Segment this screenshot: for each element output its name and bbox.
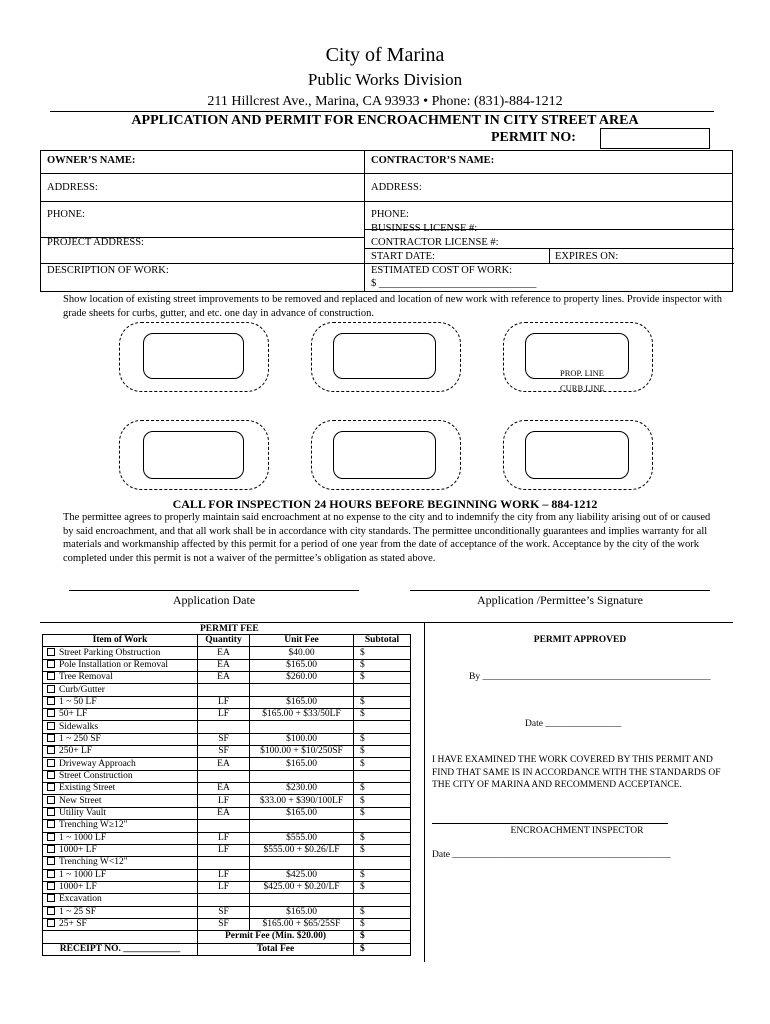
fee-subtotal-field[interactable]: $ xyxy=(354,783,411,795)
fee-item-label: 1 ~ 250 SF xyxy=(59,733,101,744)
fee-subtotal-field[interactable]: $ xyxy=(354,758,411,770)
fee-unit-fee: $260.00 xyxy=(250,672,354,684)
row-divider xyxy=(41,173,732,174)
fee-subtotal-field[interactable]: $ xyxy=(354,795,411,807)
fee-item-cell xyxy=(43,906,198,918)
fee-quantity-unit xyxy=(198,770,250,782)
total-fee-label: Total Fee xyxy=(198,943,354,955)
fee-subtotal-field[interactable]: $ xyxy=(354,881,411,893)
fee-subtotal-field[interactable]: $ xyxy=(354,709,411,721)
receipt-no-field[interactable]: RECEIPT NO. ____________ xyxy=(43,943,198,955)
fee-item-cell xyxy=(43,659,198,671)
fee-table-header xyxy=(43,635,411,647)
fee-item-cell xyxy=(43,696,198,708)
contractor-name-field[interactable]: CONTRACTOR’S NAME: xyxy=(371,155,495,166)
fee-item-cell xyxy=(43,807,198,819)
fee-subtotal-field[interactable] xyxy=(354,894,411,906)
fee-item-cell xyxy=(43,918,198,930)
fee-item-label: Utility Vault xyxy=(59,807,107,818)
fee-quantity-unit: LF xyxy=(198,795,250,807)
fee-item-label: 1 ~ 1000 LF xyxy=(59,832,107,843)
fee-unit-fee: $425.00 xyxy=(250,869,354,881)
fee-subtotal-field[interactable]: $ xyxy=(354,906,411,918)
fee-item-cell xyxy=(43,894,198,906)
encroachment-inspector-label: ENCROACHMENT INSPECTOR xyxy=(510,826,644,836)
fee-subtotal-field[interactable] xyxy=(354,820,411,832)
fee-subtotal-field[interactable]: $ xyxy=(354,746,411,758)
owner-phone-field[interactable]: PHONE: xyxy=(47,209,85,220)
contractor-address-field[interactable]: ADDRESS: xyxy=(371,182,422,193)
curb-outline xyxy=(333,431,436,479)
fee-item-checkbox[interactable] xyxy=(47,648,55,656)
header-divider xyxy=(50,111,714,112)
fee-subtotal-field[interactable] xyxy=(354,684,411,696)
min-fee-label: Permit Fee (Min. $20.00) xyxy=(198,931,354,943)
fee-item-label: Excavation xyxy=(59,894,102,905)
fee-unit-fee: $425.00 + $0.20/LF xyxy=(250,881,354,893)
fee-table-row xyxy=(43,647,411,659)
fee-subtotal-field[interactable]: $ xyxy=(354,733,411,745)
fee-table-row xyxy=(43,672,411,684)
fee-unit-fee: $165.00 xyxy=(250,807,354,819)
row-divider xyxy=(364,263,734,264)
fee-subtotal-field[interactable]: $ xyxy=(354,672,411,684)
fee-table-row xyxy=(43,783,411,795)
fee-table-row xyxy=(43,906,411,918)
fee-item-cell xyxy=(43,869,198,881)
fee-table-row xyxy=(43,696,411,708)
empty-cell xyxy=(43,931,198,943)
fee-item-cell xyxy=(43,672,198,684)
curb-outline xyxy=(143,333,244,379)
curb-outline xyxy=(333,333,436,379)
permit-no-label: PERMIT NO: xyxy=(491,130,576,145)
fee-item-label: Curb/Gutter xyxy=(59,684,105,695)
owner-contractor-section xyxy=(40,150,733,292)
inspector-signature-line[interactable] xyxy=(432,823,668,824)
fee-section-divider xyxy=(40,622,733,623)
fee-item-cell xyxy=(43,733,198,745)
min-fee-subtotal[interactable]: $ xyxy=(354,931,411,943)
fee-table-row xyxy=(43,721,411,733)
fee-unit-fee: $555.00 + $0.26/LF xyxy=(250,844,354,856)
fee-item-checkbox[interactable] xyxy=(47,808,55,816)
fee-item-label: 1000+ LF xyxy=(59,882,97,893)
contractor-license-field[interactable]: CONTRACTOR LICENSE #: xyxy=(371,237,499,248)
curb-line-label: CURB LINE xyxy=(560,383,605,393)
fee-item-checkbox[interactable] xyxy=(47,709,55,717)
fee-subtotal-field[interactable]: $ xyxy=(354,647,411,659)
fee-item-label: New Street xyxy=(59,795,102,806)
fee-quantity-unit: EA xyxy=(198,758,250,770)
fee-item-checkbox[interactable] xyxy=(47,685,55,693)
location-instructions: Show location of existing street improvements to be removed and replaced and location of new work with reference to property lines. Provide inspector with grade sheets for curbs, gutter, and etc. one day in advance of construction. xyxy=(63,294,722,319)
fee-item-label: Street Parking Obstruction xyxy=(59,647,161,658)
fee-item-checkbox[interactable] xyxy=(47,783,55,791)
permit-no-field[interactable] xyxy=(600,128,710,149)
fee-quantity-unit: EA xyxy=(198,647,250,659)
fee-item-cell xyxy=(43,795,198,807)
curb-outline xyxy=(525,431,629,479)
fee-quantity-unit: LF xyxy=(198,696,250,708)
fee-table-row xyxy=(43,659,411,671)
fee-item-cell xyxy=(43,857,198,869)
fee-quantity-unit xyxy=(198,684,250,696)
fee-table-row xyxy=(43,844,411,856)
expires-on-field[interactable]: EXPIRES ON: xyxy=(555,251,619,262)
fee-item-label: Sidewalks xyxy=(59,721,99,732)
fee-unit-fee xyxy=(250,721,354,733)
inspector-date-field[interactable]: Date ______________________________________________ xyxy=(432,850,671,860)
total-fee-row xyxy=(43,943,411,955)
fee-unit-fee: $165.00 xyxy=(250,906,354,918)
fee-item-label: Existing Street xyxy=(59,783,116,794)
estimated-cost-field[interactable]: ESTIMATED COST OF WORK: xyxy=(371,265,513,276)
division-title: Public Works Division xyxy=(307,70,463,89)
permit-fee-title: PERMIT FEE xyxy=(200,624,259,634)
fee-item-cell xyxy=(43,684,198,696)
fee-quantity-unit xyxy=(198,857,250,869)
signature-line[interactable] xyxy=(410,590,710,591)
fee-item-checkbox[interactable] xyxy=(47,845,55,853)
fee-table-row xyxy=(43,820,411,832)
fee-item-checkbox[interactable] xyxy=(47,894,55,902)
fee-unit-fee: $165.00 xyxy=(250,758,354,770)
fee-item-cell xyxy=(43,709,198,721)
fee-item-checkbox[interactable] xyxy=(47,919,55,927)
fee-item-checkbox[interactable] xyxy=(47,820,55,828)
column-divider xyxy=(549,248,550,263)
fee-item-label: Driveway Approach xyxy=(59,758,136,769)
fee-unit-fee: $165.00 xyxy=(250,696,354,708)
fee-item-label: Trenching W≥12" xyxy=(59,820,128,831)
start-date-field[interactable]: START DATE: xyxy=(371,251,435,262)
fee-table-row xyxy=(43,807,411,819)
fee-column-header: Unit Fee xyxy=(250,635,354,647)
fee-item-checkbox[interactable] xyxy=(47,746,55,754)
fee-unit-fee: $100.00 + $10/250SF xyxy=(250,746,354,758)
fee-item-checkbox[interactable] xyxy=(47,759,55,767)
fee-quantity-unit: EA xyxy=(198,659,250,671)
min-fee-row xyxy=(43,931,411,943)
fee-item-cell xyxy=(43,758,198,770)
fee-quantity-unit xyxy=(198,820,250,832)
fee-unit-fee xyxy=(250,684,354,696)
fee-item-label: 1 ~ 1000 LF xyxy=(59,869,107,880)
fee-quantity-unit: EA xyxy=(198,672,250,684)
fee-quantity-unit: LF xyxy=(198,832,250,844)
total-fee-subtotal[interactable]: $ xyxy=(354,943,411,955)
permit-approved-heading: PERMIT APPROVED xyxy=(533,635,627,645)
project-address-field[interactable]: PROJECT ADDRESS: xyxy=(47,237,144,248)
fee-item-checkbox[interactable] xyxy=(47,734,55,742)
fee-quantity-unit: SF xyxy=(198,733,250,745)
fee-item-label: Trenching W<12" xyxy=(59,857,128,868)
fee-unit-fee: $40.00 xyxy=(250,647,354,659)
form-title: APPLICATION AND PERMIT FOR ENCROACHMENT IN CITY STREET AREA xyxy=(131,113,639,128)
fee-item-checkbox[interactable] xyxy=(47,796,55,804)
fee-unit-fee: $33.00 + $390/100LF xyxy=(250,795,354,807)
fee-unit-fee xyxy=(250,820,354,832)
fee-table-row xyxy=(43,795,411,807)
fee-item-checkbox[interactable] xyxy=(47,660,55,668)
fee-column-header: Subtotal xyxy=(354,635,411,647)
fee-quantity-unit: SF xyxy=(198,918,250,930)
curb-outline xyxy=(143,431,244,479)
fee-item-cell xyxy=(43,844,198,856)
fee-unit-fee xyxy=(250,770,354,782)
application-date-label: Application Date xyxy=(172,593,256,607)
fee-table-row xyxy=(43,881,411,893)
fee-approval-divider xyxy=(424,622,425,962)
row-divider xyxy=(41,201,732,202)
fee-item-cell xyxy=(43,881,198,893)
fee-item-checkbox[interactable] xyxy=(47,771,55,779)
fee-table-row xyxy=(43,857,411,869)
fee-item-cell xyxy=(43,783,198,795)
fee-subtotal-field[interactable]: $ xyxy=(354,696,411,708)
inspection-statement: I HAVE EXAMINED THE WORK COVERED BY THIS PERMIT AND FIND THAT SAME IS IN ACCORDANCE WITH THE STANDARDS OF THE CITY OF MARINA AND RECOMMEND ACCEPTANCE. xyxy=(432,755,721,790)
fee-quantity-unit: LF xyxy=(198,844,250,856)
fee-item-label: 25+ SF xyxy=(59,919,87,930)
fee-item-label: Pole Installation or Removal xyxy=(59,659,168,670)
fee-quantity-unit xyxy=(198,721,250,733)
fee-column-header: Quantity xyxy=(198,635,250,647)
fee-table-row xyxy=(43,684,411,696)
fee-item-checkbox[interactable] xyxy=(47,697,55,705)
fee-item-cell xyxy=(43,832,198,844)
fee-table-row xyxy=(43,746,411,758)
fee-item-label: 250+ LF xyxy=(59,746,93,757)
fee-subtotal-field[interactable] xyxy=(354,770,411,782)
fee-quantity-unit: LF xyxy=(198,869,250,881)
fee-item-checkbox[interactable] xyxy=(47,857,55,865)
owner-name-field[interactable]: OWNER’S NAME: xyxy=(47,155,136,166)
permit-fee-table xyxy=(42,634,411,956)
fee-item-checkbox[interactable] xyxy=(47,722,55,730)
fee-subtotal-field[interactable]: $ xyxy=(354,807,411,819)
contractor-phone-field[interactable]: PHONE: xyxy=(371,209,409,220)
column-divider xyxy=(364,151,365,291)
fee-subtotal-field[interactable]: $ xyxy=(354,869,411,881)
fee-table-row xyxy=(43,709,411,721)
fee-unit-fee: $555.00 xyxy=(250,832,354,844)
fee-table-row xyxy=(43,733,411,745)
fee-item-checkbox[interactable] xyxy=(47,870,55,878)
description-of-work-field[interactable]: DESCRIPTION OF WORK: xyxy=(47,265,169,276)
fee-quantity-unit: SF xyxy=(198,906,250,918)
fee-table-row xyxy=(43,832,411,844)
fee-table-row xyxy=(43,918,411,930)
fee-unit-fee xyxy=(250,857,354,869)
fee-item-cell xyxy=(43,721,198,733)
fee-item-label: 1000+ LF xyxy=(59,845,97,856)
fee-item-label: Street Construction xyxy=(59,770,133,781)
fee-quantity-unit xyxy=(198,894,250,906)
fee-item-checkbox[interactable] xyxy=(47,907,55,915)
fee-unit-fee: $165.00 + $65/25SF xyxy=(250,918,354,930)
fee-subtotal-field[interactable]: $ xyxy=(354,832,411,844)
fee-quantity-unit: LF xyxy=(198,709,250,721)
fee-item-checkbox[interactable] xyxy=(47,672,55,680)
row-divider xyxy=(41,263,364,264)
fee-item-label: Tree Removal xyxy=(59,672,113,683)
fee-unit-fee: $165.00 + $33/50LF xyxy=(250,709,354,721)
fee-unit-fee: $100.00 xyxy=(250,733,354,745)
fee-table-row xyxy=(43,770,411,782)
approved-by-field[interactable]: By ________________________________________________ xyxy=(469,672,711,682)
fee-item-cell xyxy=(43,820,198,832)
fee-item-label: 1 ~ 50 LF xyxy=(59,696,97,707)
fee-table-row xyxy=(43,758,411,770)
fee-column-header: Item of Work xyxy=(43,635,198,647)
fee-table-row xyxy=(43,869,411,881)
fee-unit-fee xyxy=(250,894,354,906)
fee-subtotal-field[interactable]: $ xyxy=(354,844,411,856)
fee-item-checkbox[interactable] xyxy=(47,882,55,890)
signature-label: Application /Permittee’s Signature xyxy=(477,593,643,607)
permittee-agreement: The permittee agrees to properly maintain said encroachment at no expense to the city and to indemnify the city from any liability arising out of or caused by said encroachment, and that all work shall be in accordance with city standards. The permittee unconditionally guarantees and implies warranty for all materials and workmanship affected by this permit for a period of one year from the date of acceptance of the work. Acceptance by the city of the work completed under this permit is not a waiver of the permittee’s obligation as stated above. xyxy=(63,512,711,564)
estimated-cost-amount[interactable]: $ ______________________________ xyxy=(371,278,537,289)
fee-item-label: 50+ LF xyxy=(59,709,88,720)
address-line: 211 Hillcrest Ave., Marina, CA 93933 • Phone: (831)-884-1212 xyxy=(207,94,563,109)
approval-date-field[interactable]: Date ________________ xyxy=(525,719,622,729)
fee-subtotal-field[interactable]: $ xyxy=(354,918,411,930)
fee-quantity-unit: EA xyxy=(198,807,250,819)
fee-item-label: 1 ~ 25 SF xyxy=(59,906,97,917)
business-license-field[interactable]: BUSINESS LICENSE #: xyxy=(371,223,478,234)
fee-quantity-unit: EA xyxy=(198,783,250,795)
fee-unit-fee: $230.00 xyxy=(250,783,354,795)
owner-address-field[interactable]: ADDRESS: xyxy=(47,182,98,193)
fee-item-cell xyxy=(43,770,198,782)
fee-subtotal-field[interactable] xyxy=(354,721,411,733)
prop-line-label: PROP. LINE xyxy=(560,368,604,378)
application-date-line[interactable] xyxy=(69,590,359,591)
inspection-heading: CALL FOR INSPECTION 24 HOURS BEFORE BEGINNING WORK – 884-1212 xyxy=(172,497,598,511)
fee-unit-fee: $165.00 xyxy=(250,659,354,671)
fee-quantity-unit: SF xyxy=(198,746,250,758)
fee-subtotal-field[interactable]: $ xyxy=(354,659,411,671)
fee-quantity-unit: LF xyxy=(198,881,250,893)
fee-subtotal-field[interactable] xyxy=(354,857,411,869)
fee-item-cell xyxy=(43,647,198,659)
fee-table-row xyxy=(43,894,411,906)
fee-item-checkbox[interactable] xyxy=(47,833,55,841)
city-title: City of Marina xyxy=(325,44,445,66)
fee-item-cell xyxy=(43,746,198,758)
